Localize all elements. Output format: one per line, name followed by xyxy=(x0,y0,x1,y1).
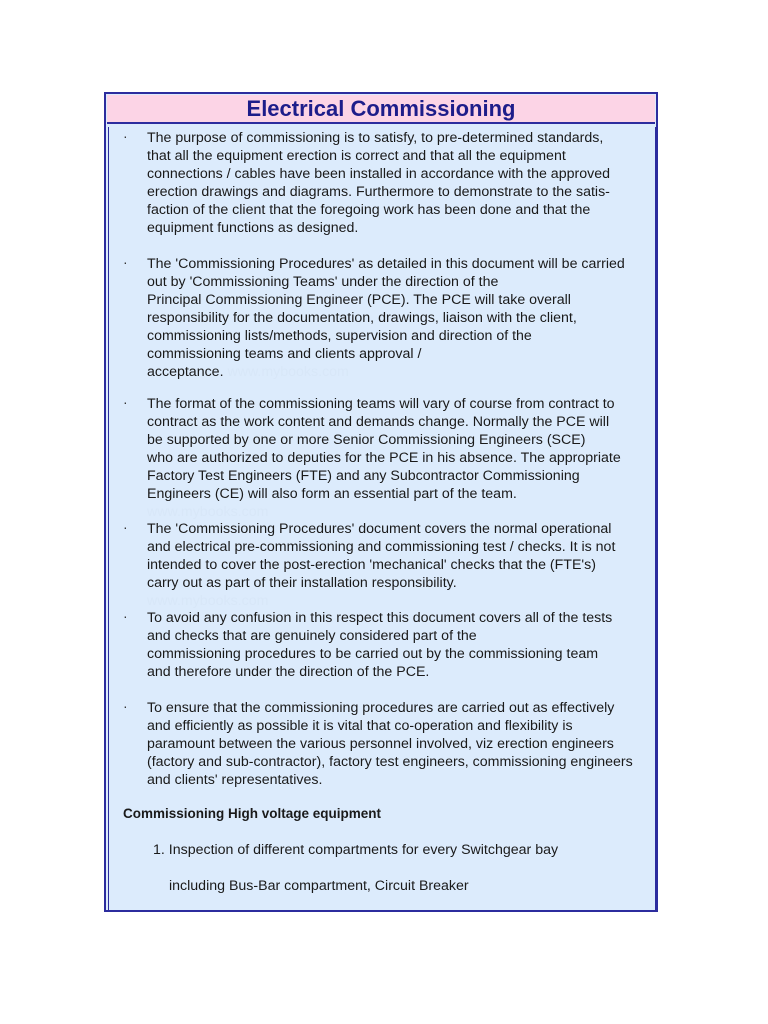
document-frame xyxy=(104,92,658,912)
paragraph-teams xyxy=(109,395,657,521)
paragraph-cooperation xyxy=(109,699,657,789)
page-title: Electrical Commissioning xyxy=(246,96,516,121)
numbered-item-continued: including Bus-Bar compartment, Circuit Breaker xyxy=(169,878,469,894)
paragraph-text: To avoid any confusion in this respect this document covers all of the tests and checks that are genuinely considered part of the commissioning procedures to be carried out by the commissioning team and therefore under the direction of the PCE. xyxy=(147,610,613,680)
paragraph-text: The purpose of commissioning is to satisfy, to pre-determined standards, that all the equipment erection is correct and that all the equipment connections / cables have been installed in accordance with the approved erection drawings and diagrams. Furthermore to demonstrate to the satis- faction of the client that the foregoing work has been done and that the equipment functions as designed. xyxy=(147,130,610,236)
watermark-text: www.mybooks.com xyxy=(223,364,349,380)
bullet-marker: · xyxy=(123,608,128,624)
document-body xyxy=(108,127,656,910)
bullet-marker: · xyxy=(123,128,128,144)
paragraph-purpose xyxy=(109,129,657,237)
paragraph-text: The 'Commissioning Procedures' document covers the normal operational and electrical pre-commissioning and commissioning test / checks. It is not intended to cover the post-erection 'mechanical' checks that the (FTE's) carry out as part of their installation responsibility. xyxy=(147,521,616,591)
bullet-marker: · xyxy=(123,519,128,535)
watermark-text: www.mybooks.com xyxy=(147,593,269,609)
paragraph-text: The format of the commissioning teams will vary of course from contract to contract as the work content and demands change. Normally the PCE will be supported by one or more Senior Commissioning Engineers (SCE) who are authorized to deputies for the PCE in his absence. The appropriate Factory Test Engineers (FTE) and any Subcontractor Commissioning Engineers (CE) will also form an essential part of the team. xyxy=(147,396,621,502)
paragraph-procedures xyxy=(109,255,657,381)
bullet-marker: · xyxy=(123,394,128,410)
numbered-item: 1. Inspection of different compartments for every Switchgear bay xyxy=(153,842,559,858)
title-bar xyxy=(107,95,655,124)
bullet-marker: · xyxy=(123,698,128,714)
paragraph-document-scope xyxy=(109,520,657,610)
watermark-text: www.mybooks.com xyxy=(147,504,269,520)
paragraph-text: To ensure that the commissioning procedures are carried out as effectively and efficiently as possible it is vital that co-operation and flexibility is paramount between the various personnel involved, viz erection engineers (factory and sub-contractor), factory test engineers, commissioning engineers and clients' representatives. xyxy=(147,700,633,788)
paragraph-tests-scope xyxy=(109,609,657,681)
section-heading: Commissioning High voltage equipment xyxy=(123,806,382,821)
bullet-marker: · xyxy=(123,254,128,270)
paragraph-text: The 'Commissioning Procedures' as detailed in this document will be carried out by 'Commissioning Teams' under the direction of the Principal Commissioning Engineer (PCE). The PCE will take overall responsibility for the documentation, drawings, liaison with the client, commissioning lists/methods, supervision and direction of the commissioning teams and clients approval / acceptance. xyxy=(147,256,625,380)
